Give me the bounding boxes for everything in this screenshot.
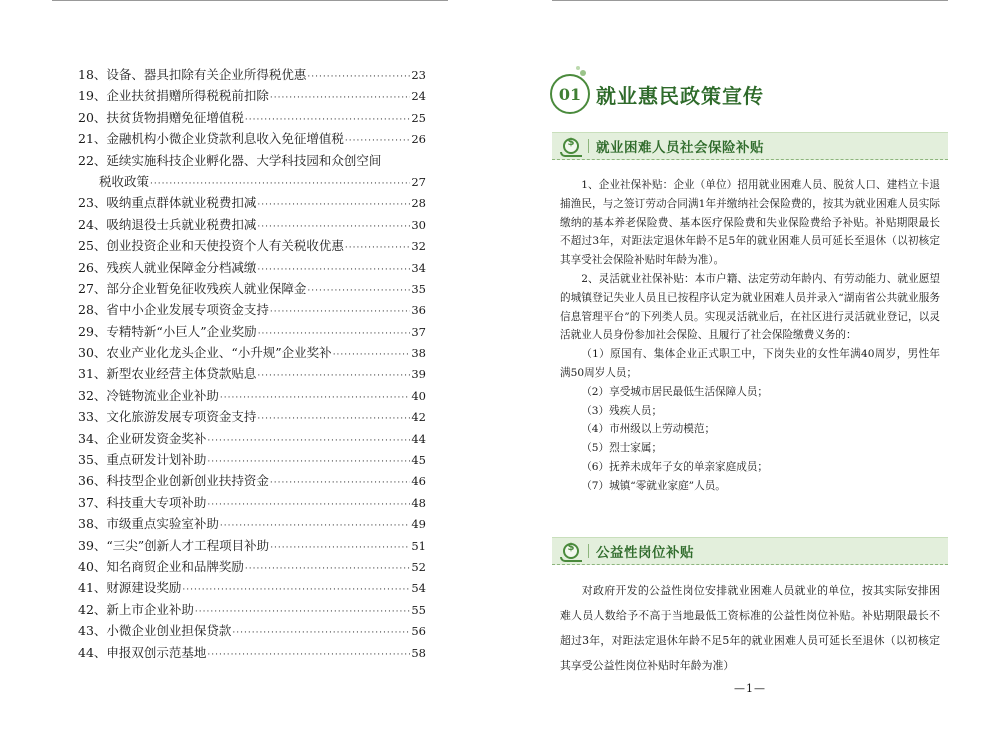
section-divider [588, 139, 589, 153]
toc-leader-dots [307, 281, 410, 302]
section-header-insurance-subsidy [552, 132, 948, 160]
toc-entry-page: 37 [411, 324, 426, 339]
toc-entry[interactable] [78, 492, 426, 513]
toc-entry[interactable] [78, 642, 426, 663]
toc-entry-title: 43、小微企业创业担保贷款 [78, 623, 232, 639]
toc-entry-page: 54 [411, 581, 426, 596]
list-item: （7）城镇“零就业家庭”人员。 [581, 479, 726, 492]
toc-entry-page: 32 [411, 239, 426, 254]
chapter-number: 01 [558, 84, 582, 104]
toc-entry-title: 24、吸纳退役士兵就业税费扣减 [78, 216, 257, 232]
decorative-dot-icon [580, 70, 586, 76]
toc-entry-page: 40 [411, 388, 426, 403]
toc-entry-title: 30、农业产业化龙头企业、“小升规”企业奖补 [78, 345, 332, 361]
coin-hand-icon [560, 540, 582, 562]
toc-entry[interactable] [78, 535, 426, 556]
toc-entry[interactable] [78, 214, 426, 235]
list-item: （4）市州级以上劳动模范； [581, 423, 716, 436]
toc-entry-title: 40、知名商贸企业和品牌奖励 [78, 558, 244, 574]
toc-entry-page: 42 [411, 410, 426, 425]
toc-entry-title: 32、冷链物流业企业补助 [78, 387, 219, 403]
toc-entry-title: 35、重点研发计划补助 [78, 452, 207, 468]
toc-entry[interactable] [78, 363, 426, 384]
table-of-contents [78, 64, 426, 663]
toc-entry[interactable] [78, 406, 426, 427]
top-rule [52, 0, 448, 1]
coin-hand-icon [560, 135, 582, 157]
toc-leader-dots [270, 302, 410, 323]
list-item: （1）原国有、集体企业正式职工中，下岗失业的女性年满40周岁，男性年满50周岁人员； [560, 348, 940, 379]
paragraph-public-post: 对政府开发的公益性岗位安排就业困难人员就业的单位，按其实际安排困难人员人数给予不高于当地最低工资标准的公益性岗位补贴。补贴期限最长不超过3年，对距法定退休年龄不足5年的就业困难人员可延长至退休（以初核定其享受公益性岗位补贴时年龄为准） [560, 584, 940, 672]
toc-leader-dots [345, 238, 410, 259]
toc-entry-page: 36 [411, 303, 426, 318]
toc-entry[interactable] [78, 556, 426, 577]
top-rule [552, 0, 948, 1]
chapter-number-badge [550, 74, 590, 114]
toc-entry[interactable] [78, 449, 426, 470]
toc-entry-page: 45 [411, 453, 426, 468]
toc-entry-title: 19、企业扶贫捐赠所得税税前扣除 [78, 88, 269, 104]
toc-entry-title: 18、设备、器具扣除有关企业所得税优惠 [78, 67, 307, 82]
toc-entry-title: 34、企业研发资金奖补 [78, 430, 207, 446]
toc-entry-title: 27、部分企业暂免征收残疾人就业保障金 [78, 280, 307, 296]
toc-entry-page: 46 [411, 474, 426, 489]
toc-entry-title: 39、“三尖”创新人才工程项目补助 [78, 537, 270, 553]
toc-entry[interactable] [78, 620, 426, 641]
list-item: （2）享受城市居民最低生活保障人员； [581, 385, 769, 398]
toc-leader-dots [270, 473, 410, 494]
content-page [500, 0, 1000, 736]
section-body-insurance-subsidy [560, 176, 940, 496]
section-header-public-post-subsidy [552, 537, 948, 565]
decorative-dot-icon [576, 66, 580, 70]
section-divider [588, 544, 589, 558]
toc-entry-title: 36、科技型企业创新创业扶持资金 [78, 473, 269, 489]
toc-entry-page: 24 [411, 89, 426, 104]
list-item: （3）残疾人员； [581, 404, 663, 417]
section-title: 就业困难人员社会保险补贴 [596, 140, 764, 156]
toc-entry-page: 39 [411, 367, 426, 382]
toc-entry-title: 31、新型农业经营主体贷款贴息 [78, 366, 257, 382]
toc-leader-dots [257, 409, 410, 430]
toc-entry-title: 41、财源建设奖励 [78, 580, 182, 596]
list-item: （6）抚养未成年子女的单亲家庭成员； [581, 460, 769, 473]
toc-leader-dots [307, 67, 410, 88]
toc-entry[interactable] [78, 85, 426, 106]
toc-entry-title: 税收政策 [99, 173, 150, 189]
toc-entry-page: 25 [411, 110, 426, 125]
toc-entry[interactable] [78, 428, 426, 449]
toc-entry-title: 21、金融机构小微企业贷款利息收入免征增值税 [78, 131, 344, 147]
toc-entry[interactable] [78, 577, 426, 598]
toc-entry[interactable] [78, 599, 426, 620]
toc-entry-title: 25、创业投资企业和天使投资个人有关税收优惠 [78, 238, 344, 254]
toc-entry-page: 49 [411, 517, 426, 532]
toc-entry-page: 44 [411, 431, 426, 446]
chapter-heading [550, 74, 764, 114]
toc-entry-page: 56 [411, 624, 426, 639]
page-number: —1— [734, 682, 766, 695]
toc-leader-dots [257, 195, 410, 216]
list-item: （5）烈士家属； [581, 442, 663, 455]
toc-entry-title: 26、残疾人就业保障金分档减缴 [78, 259, 257, 275]
paragraph-flexible-subsidy: 2、灵活就业社保补贴：本市户籍、法定劳动年龄内、有劳动能力、就业愿望的城镇登记失业人员且已按程序认定为就业困难人员并录入“湖南省公共就业服务信息管理平台”的下列类人员。实现灵活就业后，在社区进行灵活就业登记，以灵活就业人员身份参加社会保险、且履行了社会保险缴费义务的： [560, 272, 940, 342]
paragraph-enterprise-subsidy: 1、企业社保补贴：企业（单位）招用就业困难人员、脱贫人口、建档立卡退捕渔民，与之签订劳动合同满1年并缴纳社会保险费的，按其为就业困难人员实际缴纳的基本养老保险费、基本医疗保险费和失业保险费给予补贴。补贴期限最长不超过3年，对距法定退休年龄不足5年的就业困难人员可延长至退休（以初核定其享受社会保险补贴时年龄为准）。 [560, 179, 940, 267]
section-title: 公益性岗位补贴 [596, 545, 694, 561]
toc-entry-page: 34 [411, 260, 426, 275]
toc-leader-dots [207, 495, 410, 516]
toc-entry[interactable] [78, 171, 426, 192]
toc-entry[interactable] [78, 513, 426, 534]
section-body-public-post-subsidy [560, 578, 940, 678]
toc-leader-dots [182, 580, 410, 601]
toc-leader-dots [207, 431, 410, 452]
toc-entry-page: 23 [411, 68, 426, 82]
toc-entry[interactable] [78, 470, 426, 491]
toc-entry[interactable] [78, 321, 426, 342]
toc-entry-title: 20、扶贫货物捐赠免征增值税 [78, 109, 244, 125]
toc-entry-page: 28 [411, 196, 426, 211]
toc-entry[interactable] [78, 192, 426, 213]
toc-entry-title: 44、申报双创示范基地 [78, 644, 207, 660]
toc-leader-dots [333, 345, 411, 366]
toc-entry-title: 22、延续实施科技企业孵化器、大学科技园和众创空间 [78, 152, 382, 168]
toc-entry[interactable] [78, 299, 426, 320]
toc-entry[interactable] [78, 342, 426, 363]
toc-entry[interactable] [78, 128, 426, 149]
toc-leader-dots [232, 623, 410, 644]
toc-leader-dots [270, 88, 410, 109]
toc-entry-page: 52 [411, 559, 426, 574]
toc-entry-page: 26 [411, 132, 426, 147]
toc-entry-title: 28、省中小企业发展专项资金支持 [78, 302, 269, 318]
toc-leader-dots [207, 645, 410, 666]
toc-entry[interactable] [78, 64, 426, 85]
toc-entry-title: 42、新上市企业补助 [78, 601, 194, 617]
toc-entry-page: 30 [411, 217, 426, 232]
toc-entry-page: 58 [411, 645, 426, 660]
toc-entry[interactable] [78, 385, 426, 406]
toc-entry-title: 37、科技重大专项补助 [78, 494, 207, 510]
toc-leader-dots [257, 366, 410, 387]
toc-entry-title: 23、吸纳重点群体就业税费扣减 [78, 195, 257, 211]
toc-entry-title: 38、市级重点实验室补助 [78, 516, 219, 532]
toc-entry-page: 35 [411, 281, 426, 296]
toc-entry-page: 27 [411, 174, 426, 189]
toc-leader-dots [270, 538, 410, 559]
toc-entry-title: 33、文化旅游发展专项资金支持 [78, 409, 257, 425]
toc-leader-dots [245, 559, 410, 580]
toc-entry[interactable] [78, 235, 426, 256]
toc-entry[interactable] [78, 107, 426, 128]
chapter-title: 就业惠民政策宣传 [596, 83, 764, 108]
toc-entry-page: 38 [411, 346, 426, 361]
toc-entry[interactable] [78, 278, 426, 299]
toc-entry-page: 55 [411, 602, 426, 617]
toc-entry-page: 48 [411, 495, 426, 510]
toc-entry-page: 51 [411, 538, 426, 553]
toc-entry-title: 29、专精特新“小巨人”企业奖励 [78, 323, 257, 339]
toc-entry[interactable] [78, 257, 426, 278]
toc-entry[interactable] [78, 150, 426, 171]
